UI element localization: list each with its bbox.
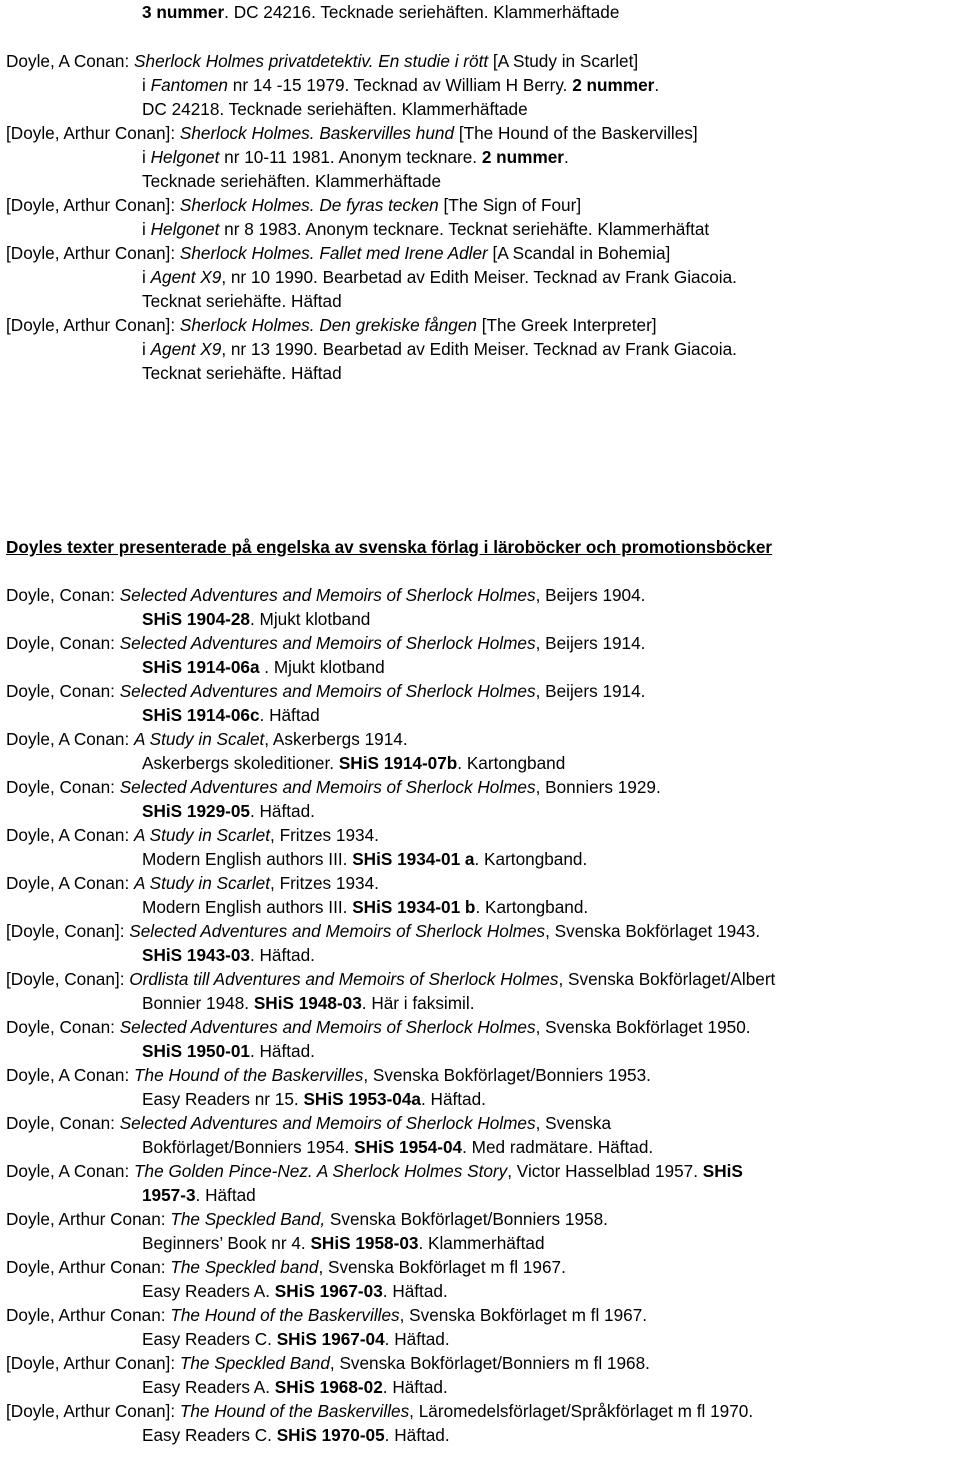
entry-text: , Victor Hasselblad 1957. (507, 1161, 703, 1181)
entry-text: Easy Readers A. (142, 1377, 275, 1397)
entry-text: , nr 10 1990. Bearbetad av Edith Meiser. Tecknad av Frank Giacoia. (221, 267, 737, 287)
entry-text: Easy Readers A. (142, 1281, 275, 1301)
entry-text: Doyle, A Conan: (6, 1161, 135, 1181)
entry-text: . Häftad. (382, 1377, 448, 1397)
entry-text: Beginners’ Book nr 4. (142, 1233, 311, 1253)
entry-line (142, 993, 474, 1013)
entry-text: Tecknat seriehäfte. Häftad (142, 291, 342, 311)
entry-line (6, 1113, 611, 1133)
entry-line (142, 1041, 315, 1061)
entry-line (142, 147, 569, 167)
title-text: Sherlock Holmes privatdetektiv. En studie i rött (134, 51, 489, 71)
entry-line (6, 969, 775, 989)
entry-line (142, 1233, 545, 1253)
title-text: Sherlock Holmes. De fyras tecken (179, 195, 439, 215)
entry-line (142, 1185, 256, 1205)
entry-text: . Kartongband. (475, 897, 589, 917)
catalog-number: SHiS 1968-02 (274, 1377, 383, 1397)
entry-text: nr 14 -15 1979. Tecknad av William H Berry. (227, 75, 573, 95)
entry-text: . Häftad. (384, 1425, 450, 1445)
title-text: Selected Adventures and Memoirs of Sherlock Holmes (119, 585, 536, 605)
catalog-number: 2 nummer (481, 147, 564, 167)
entry-text: [A Study in Scarlet] (488, 51, 639, 71)
entry-text: . Mjukt klotband (249, 609, 371, 629)
entry-text: [A Scandal in Bohemia] (487, 243, 671, 263)
entry-line (6, 1161, 743, 1181)
catalog-number: SHiS 1914-07b (338, 753, 458, 773)
entry-text: [The Greek Interpreter] (476, 315, 657, 335)
entry-line (142, 1089, 486, 1109)
title-text: Selected Adventures and Memoirs of Sherlock Holmes (119, 633, 536, 653)
title-text: Sherlock Holmes. Baskervilles hund (179, 123, 455, 143)
entry-text: nr 8 1983. Anonym tecknare. Tecknat seriehäfte. Klammerhäftat (219, 219, 710, 239)
entry-text: , Svenska Bokförlaget/Bonniers 1953. (363, 1065, 651, 1085)
title-text: The Speckled Band, (170, 1209, 326, 1229)
entry-text: , Svenska Bokförlaget 1943. (545, 921, 761, 941)
title-text: Agent X9 (150, 339, 222, 359)
entry-text: , Svenska Bokförlaget/Albert (558, 969, 776, 989)
catalog-number: SHiS 1967-03 (274, 1281, 383, 1301)
entry-text: [Doyle, Conan]: (6, 921, 130, 941)
entry-text: , Fritzes 1934. (270, 873, 379, 893)
entry-text: , Svenska Bokförlaget 1950. (535, 1017, 751, 1037)
entry-text: Doyle, Conan: (6, 1113, 120, 1133)
entry-text: Doyle, Conan: (6, 681, 120, 701)
entry-line (6, 1017, 751, 1037)
entry-text: , Beijers 1914. (535, 633, 646, 653)
catalog-number: SHiS 1914-06a (142, 657, 260, 677)
entry-text: Modern English authors III. (142, 897, 353, 917)
title-text: A Study in Scalet (134, 729, 265, 749)
entry-text: Doyle, A Conan: (6, 825, 135, 845)
entry-text: i (142, 339, 151, 359)
entry-line (6, 315, 657, 335)
entry-text: DC 24218. Tecknade seriehäften. Klammerhäftade (142, 99, 528, 119)
catalog-number: SHiS 1904-28 (142, 609, 250, 629)
entry-line (142, 705, 320, 725)
entry-text: [The Hound of the Baskervilles] (454, 123, 698, 143)
entry-text: [Doyle, Arthur Conan]: (6, 1353, 180, 1373)
entry-line (6, 1209, 608, 1229)
catalog-number: SHiS 1948-03 (253, 993, 362, 1013)
title-text: Sherlock Holmes. Den grekiske fången (179, 315, 477, 335)
title-text: Selected Adventures and Memoirs of Sherlock Holmes (119, 777, 536, 797)
entry-text: , Svenska Bokförlaget m fl 1967. (318, 1257, 566, 1277)
entry-line (142, 897, 588, 917)
entry-line (142, 1329, 450, 1349)
entry-text: . Häftad. (420, 1089, 486, 1109)
entry-text: [Doyle, Arthur Conan]: (6, 195, 180, 215)
entry-text: Modern English authors III. (142, 849, 353, 869)
entry-line (142, 753, 565, 773)
entry-line (142, 291, 342, 311)
entry-text: Tecknade seriehäften. Klammerhäftade (142, 171, 442, 191)
entry-text: . Häftad. (249, 801, 315, 821)
title-text: Fantomen (150, 75, 228, 95)
entry-text: Easy Readers C. (142, 1425, 277, 1445)
entry-text: . Här i faksimil. (361, 993, 475, 1013)
entry-text: Doyle, Conan: (6, 585, 120, 605)
entry-line (142, 99, 528, 119)
catalog-number: SHiS 1914-06c (142, 705, 260, 725)
entry-line (142, 1377, 448, 1397)
entry-text: i (142, 219, 151, 239)
entry-text: Doyle, A Conan: (6, 873, 135, 893)
title-text: Selected Adventures and Memoirs of Sherlock Holmes (119, 1113, 536, 1133)
title-text: The Hound of the Baskervilles (179, 1401, 410, 1421)
entry-text: . Kartongband. (474, 849, 588, 869)
entry-text: [Doyle, Arthur Conan]: (6, 123, 180, 143)
entry-text: , Svenska (535, 1113, 612, 1133)
entry-text: . Med radmätare. Häftad. (462, 1137, 654, 1157)
entry-text: . DC 24216. Tecknade seriehäften. Klammerhäftade (224, 2, 620, 22)
entry-line (142, 219, 709, 239)
entry-text: Easy Readers C. (142, 1329, 277, 1349)
catalog-number: SHiS 1967-04 (276, 1329, 385, 1349)
entry-text: , nr 13 1990. Bearbetad av Edith Meiser. Tecknad av Frank Giacoia. (221, 339, 737, 359)
title-text: Helgonet (150, 147, 220, 167)
entry-text: Doyle, Conan: (6, 633, 120, 653)
entry-text: Doyle, Conan: (6, 777, 120, 797)
entry-text: . Häftad. (382, 1281, 448, 1301)
entry-text: . (564, 147, 569, 167)
entry-text: , Svenska Bokförlaget m fl 1967. (399, 1305, 648, 1325)
entry-line (6, 1305, 647, 1325)
entry-text: . Häftad. (249, 945, 315, 965)
entry-text: , Beijers 1904. (535, 585, 646, 605)
entry-text: [Doyle, Conan]: (6, 969, 130, 989)
entry-line (6, 681, 645, 701)
entry-text: , Askerbergs 1914. (264, 729, 408, 749)
entry-text: i (142, 147, 151, 167)
entry-line (6, 585, 645, 605)
catalog-number: 2 nummer (572, 75, 655, 95)
title-text: The Hound of the Baskervilles (170, 1305, 400, 1325)
entry-line (6, 825, 379, 845)
entry-line (142, 849, 587, 869)
entry-text: Doyle, A Conan: (6, 51, 135, 71)
entry-text: , Läromedelsförlaget/Språkförlaget m fl 1970. (409, 1401, 754, 1421)
entry-text: i (142, 75, 151, 95)
entry-text: . Häftad. (384, 1329, 450, 1349)
catalog-number: SHiS 1958-03 (310, 1233, 419, 1253)
title-text: The Speckled band (170, 1257, 319, 1277)
catalog-number: SHiS 1943-03 (142, 945, 250, 965)
entry-line (6, 1257, 566, 1277)
entry-line (6, 921, 760, 941)
entry-line (142, 75, 659, 95)
title-text: A Study in Scarlet (134, 825, 271, 845)
title-text: Helgonet (150, 219, 220, 239)
entry-text: Bokförlaget/Bonniers 1954. (142, 1137, 355, 1157)
title-text: Ordlista till Adventures and Memoirs of Sherlock Holmes (129, 969, 559, 989)
entry-text: . (654, 75, 660, 95)
entry-text: Doyle, Arthur Conan: (6, 1209, 171, 1229)
entry-text: Doyle, A Conan: (6, 1065, 135, 1085)
entry-line (142, 339, 737, 359)
title-text: Selected Adventures and Memoirs of Sherlock Holmes (119, 681, 536, 701)
catalog-number: SHiS 1934-01 a (352, 849, 475, 869)
catalog-number: 1957-3 (142, 1185, 196, 1205)
entry-line (142, 2, 619, 22)
entry-line (142, 657, 385, 677)
catalog-number: SHiS 1934-01 b (352, 897, 476, 917)
catalog-number: 3 nummer (142, 2, 225, 22)
entry-text: Bonnier 1948. (142, 993, 254, 1013)
entry-line (142, 171, 441, 191)
entry-text: , Bonniers 1929. (535, 777, 661, 797)
entry-line (142, 1425, 450, 1445)
entry-text: i (142, 267, 151, 287)
entry-text: [The Sign of Four] (438, 195, 582, 215)
entry-text: Doyle, Arthur Conan: (6, 1257, 171, 1277)
catalog-number: SHiS 1953-04a (303, 1089, 421, 1109)
entry-line (6, 123, 698, 143)
entry-line (6, 729, 408, 749)
entry-line (142, 945, 315, 965)
entry-text: . Häftad (259, 705, 320, 725)
entry-text: Tecknat seriehäfte. Häftad (142, 363, 342, 383)
entry-text: Askerbergs skoleditioner. (142, 753, 339, 773)
entry-line (142, 363, 342, 383)
entry-text: , Svenska Bokförlaget/Bonniers m fl 1968. (329, 1353, 650, 1373)
entry-text: . Mjukt klotband (259, 657, 385, 677)
section-heading: Doyles texter presenterade på engelska av svenska förlag i läroböcker och promotionsböcker (6, 537, 773, 557)
entry-text: . Häftad. (249, 1041, 315, 1061)
entry-line (142, 801, 315, 821)
title-text: Agent X9 (150, 267, 222, 287)
entry-line (6, 1353, 650, 1373)
entry-text: , Beijers 1914. (535, 681, 646, 701)
catalog-number: SHiS 1950-01 (142, 1041, 250, 1061)
title-text: The Hound of the Baskervilles (134, 1065, 364, 1085)
entry-text: nr 10-11 1981. Anonym tecknare. (219, 147, 482, 167)
entry-text: Svenska Bokförlaget/Bonniers 1958. (325, 1209, 608, 1229)
entry-text: Doyle, Arthur Conan: (6, 1305, 171, 1325)
title-text: Selected Adventures and Memoirs of Sherlock Holmes (119, 1017, 536, 1037)
entry-text: Doyle, A Conan: (6, 729, 135, 749)
entry-text: [Doyle, Arthur Conan]: (6, 243, 180, 263)
entry-line (6, 633, 645, 653)
entry-text: . Klammerhäftad (418, 1233, 545, 1253)
title-text: A Study in Scarlet (134, 873, 271, 893)
title-text: The Speckled Band (179, 1353, 330, 1373)
title-text: Selected Adventures and Memoirs of Sherlock Holmes (129, 921, 546, 941)
entry-line (6, 51, 638, 71)
entry-text: Easy Readers nr 15. (142, 1089, 304, 1109)
entry-text: Doyle, Conan: (6, 1017, 120, 1037)
entry-line (6, 1065, 651, 1085)
catalog-number: SHiS 1970-05 (276, 1425, 385, 1445)
catalog-number: SHiS 1929-05 (142, 801, 250, 821)
entry-line (6, 777, 661, 797)
entry-line (6, 1401, 753, 1421)
entry-line (6, 243, 670, 263)
entry-line (142, 1281, 448, 1301)
entry-text: , Fritzes 1934. (270, 825, 379, 845)
entry-line (142, 609, 370, 629)
entry-line (142, 267, 737, 287)
entry-text: [Doyle, Arthur Conan]: (6, 315, 180, 335)
title-text: The Golden Pince-Nez. A Sherlock Holmes Story (134, 1161, 508, 1181)
entry-line (142, 1137, 653, 1157)
catalog-number: SHiS 1954-04 (354, 1137, 463, 1157)
entry-line (6, 195, 581, 215)
entry-text: . Kartongband (457, 753, 566, 773)
entry-text: . Häftad (195, 1185, 256, 1205)
title-text: Sherlock Holmes. Fallet med Irene Adler (179, 243, 488, 263)
entry-text: [Doyle, Arthur Conan]: (6, 1401, 180, 1421)
entry-line (6, 873, 379, 893)
catalog-number: SHiS (702, 1161, 743, 1181)
